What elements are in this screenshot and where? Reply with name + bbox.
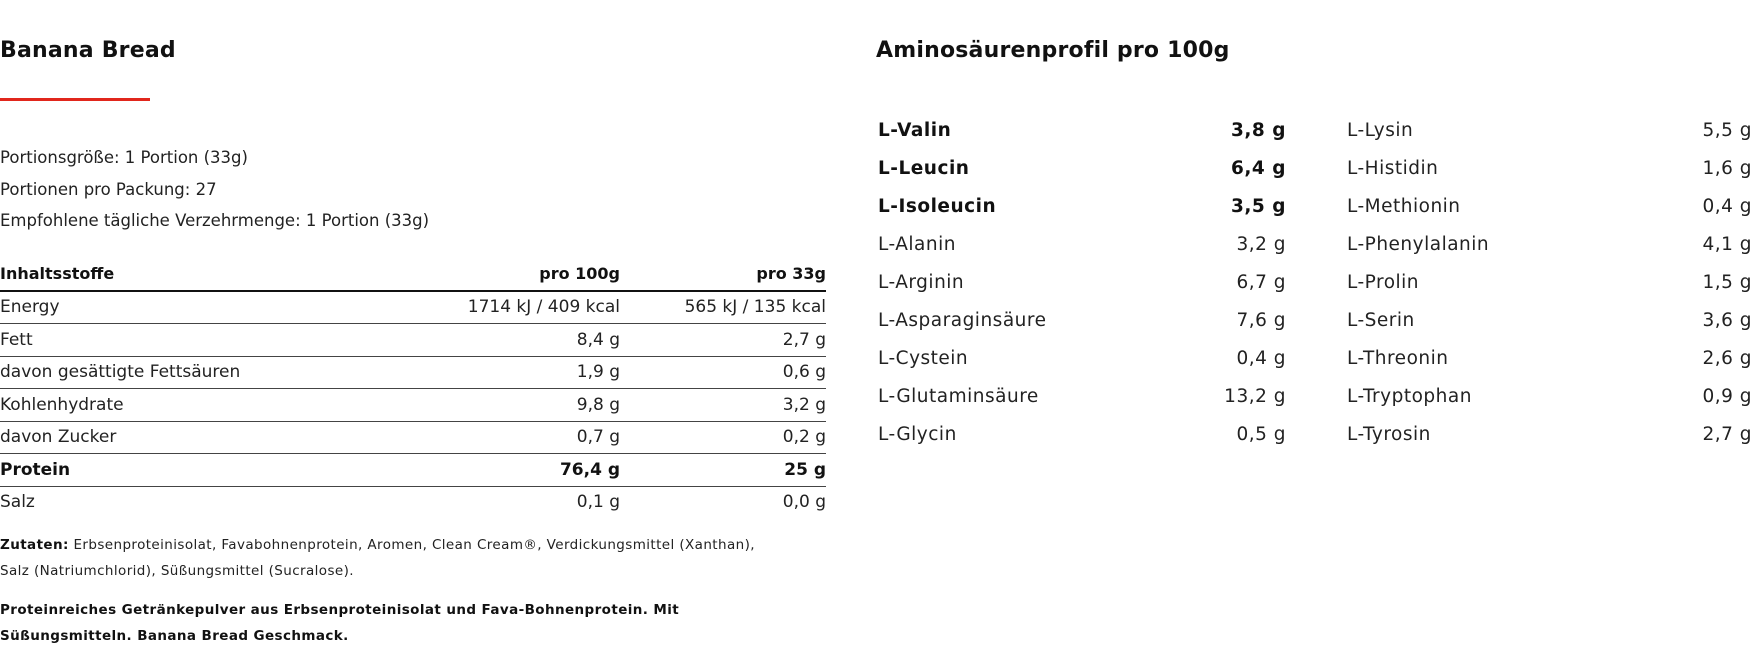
amino-name: L-Lysin — [1347, 120, 1414, 141]
amino-value: 5,5 g — [1702, 120, 1752, 141]
table-row — [0, 389, 826, 422]
table-row — [0, 486, 826, 518]
value-per-100g: 8,4 g — [400, 324, 620, 357]
amino-value: 0,4 g — [1702, 196, 1752, 217]
amino-value: 6,4 g — [1231, 158, 1286, 179]
table-row — [0, 324, 826, 357]
amino-name: L-Asparaginsäure — [878, 310, 1047, 331]
amino-name: L-Leucin — [878, 158, 970, 179]
amino-name: L-Glycin — [878, 424, 957, 445]
list-item — [1347, 378, 1752, 416]
amino-value: 1,6 g — [1702, 158, 1752, 179]
value-per-serving: 25 g — [620, 454, 826, 487]
amino-name: L-Phenylalanin — [1347, 234, 1490, 255]
amino-name: L-Tyrosin — [1347, 424, 1431, 445]
list-item — [878, 340, 1286, 378]
recommended-intake: Empfohlene tägliche Verzehrmenge: 1 Portion (33g) — [0, 211, 430, 230]
list-item — [1347, 340, 1752, 378]
table-row — [0, 421, 826, 454]
amino-value: 1,5 g — [1702, 272, 1752, 293]
value-per-serving: 0,0 g — [782, 492, 826, 513]
amino-value: 3,6 g — [1702, 310, 1752, 331]
list-item — [1347, 112, 1752, 150]
serving-size: Portionsgröße: 1 Portion (33g) — [0, 148, 248, 167]
header-ingredients: Inhaltsstoffe — [0, 258, 400, 291]
serving-info — [0, 142, 429, 237]
list-item — [1347, 416, 1752, 454]
list-item — [1347, 226, 1752, 264]
amino-name: L-Tryptophan — [1347, 386, 1472, 407]
amino-title: Aminosäurenprofil pro 100g — [876, 38, 1230, 63]
servings-per-pack: Portionen pro Packung: 27 — [0, 179, 217, 199]
value-per-100g: 9,8 g — [400, 389, 620, 422]
value-per-100g: 76,4 g — [400, 454, 620, 487]
list-item — [1347, 150, 1752, 188]
list-item — [878, 264, 1286, 302]
list-item — [1347, 302, 1752, 340]
value-per-serving: 3,2 g — [620, 389, 826, 422]
amino-value: 2,6 g — [1702, 348, 1752, 369]
amino-value: 4,1 g — [1702, 234, 1752, 255]
amino-value: 0,9 g — [1702, 386, 1752, 407]
value-per-100g: 0,7 g — [400, 421, 620, 454]
header-per-serving: pro 33g — [620, 258, 826, 291]
value-per-serving: 565 kJ / 135 kcal — [620, 291, 826, 324]
list-item — [1347, 264, 1752, 302]
nutrient-name: Salz — [0, 492, 35, 513]
amino-value: 0,4 g — [1236, 348, 1286, 369]
nutrition-header-row — [0, 258, 826, 291]
amino-name: L-Valin — [878, 120, 952, 141]
ingredients-label: Zutaten: — [0, 537, 69, 553]
header-per-100g: pro 100g — [400, 258, 620, 291]
value-per-serving: 0,6 g — [620, 356, 826, 389]
amino-value: 7,6 g — [1236, 310, 1286, 331]
amino-name: L-Methionin — [1347, 196, 1461, 217]
ingredients-text — [0, 532, 770, 584]
amino-value: 6,7 g — [1236, 272, 1286, 293]
amino-name: L-Glutaminsäure — [878, 386, 1039, 407]
nutrient-name: Energy — [0, 291, 400, 324]
list-item — [878, 188, 1286, 226]
amino-value: 3,8 g — [1231, 120, 1286, 141]
list-item — [878, 378, 1286, 416]
amino-name: L-Histidin — [1347, 158, 1439, 179]
amino-name: L-Isoleucin — [878, 196, 997, 217]
amino-name: L-Alanin — [878, 234, 956, 255]
value-per-100g: 0,1 g — [576, 492, 620, 513]
amino-name: L-Serin — [1347, 310, 1415, 331]
nutrition-table — [0, 258, 826, 518]
table-row — [0, 454, 826, 487]
amino-name: L-Cystein — [878, 348, 969, 369]
amino-column-right — [1347, 112, 1752, 454]
nutrient-name: Fett — [0, 324, 400, 357]
value-per-100g: 1714 kJ / 409 kcal — [400, 291, 620, 324]
amino-value: 3,5 g — [1231, 196, 1286, 217]
table-row — [0, 291, 826, 324]
title-accent-line — [0, 98, 150, 101]
list-item — [1347, 188, 1752, 226]
amino-name: L-Threonin — [1347, 348, 1449, 369]
list-item — [878, 302, 1286, 340]
list-item — [878, 150, 1286, 188]
nutrient-name: Kohlenhydrate — [0, 389, 400, 422]
nutrient-name: davon Zucker — [0, 421, 400, 454]
nutrient-name: Protein — [0, 454, 400, 487]
value-per-serving: 2,7 g — [620, 324, 826, 357]
list-item — [878, 112, 1286, 150]
amino-value: 2,7 g — [1702, 424, 1752, 445]
list-item — [878, 226, 1286, 264]
product-description: Proteinreiches Getränkepulver aus Erbsenproteinisolat und Fava-Bohnenprotein. Mit Süßungsmitteln. Banana Bread Geschmack. — [0, 602, 680, 644]
product-title: Banana Bread — [0, 38, 176, 63]
nutrient-name: davon gesättigte Fettsäuren — [0, 356, 400, 389]
ingredients-list: Erbsenproteinisolat, Favabohnenprotein, Aromen, Clean Cream®, Verdickungsmittel (Xanthan), Salz (Natriumchlorid), Süßungsmittel (Sucralose). — [0, 537, 755, 579]
amino-name: L-Prolin — [1347, 272, 1420, 293]
amino-value: 13,2 g — [1224, 386, 1286, 407]
table-row — [0, 356, 826, 389]
value-per-serving: 0,2 g — [620, 421, 826, 454]
list-item — [878, 416, 1286, 454]
amino-name: L-Arginin — [878, 272, 965, 293]
amino-value: 0,5 g — [1236, 424, 1286, 445]
amino-column-left — [878, 112, 1286, 454]
amino-value: 3,2 g — [1236, 234, 1286, 255]
value-per-100g: 1,9 g — [400, 356, 620, 389]
